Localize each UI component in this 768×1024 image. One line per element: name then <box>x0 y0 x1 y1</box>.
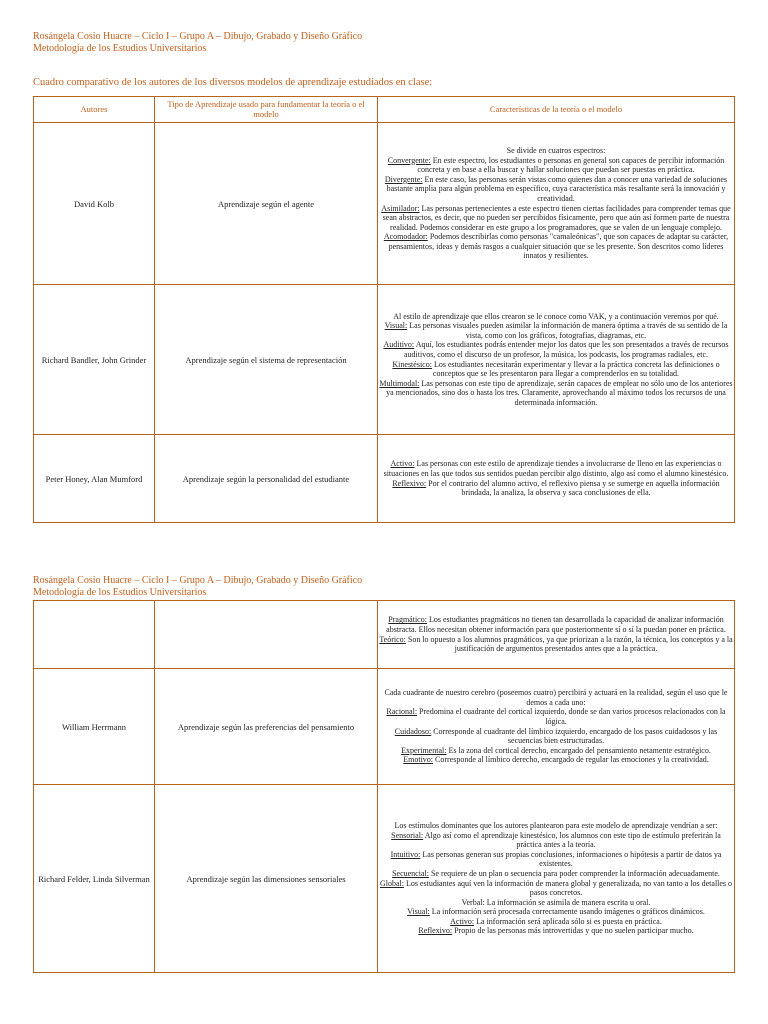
feature-text: Cada cuadrante de nuestro cerebro (poseemos cuatro) percibirá y actuará en la realidad, según el uso que le demos a cada uno: <box>384 688 728 707</box>
feature-item <box>378 232 734 261</box>
feature-text: Aquí, los estudiantes podrás entender mejor los datos que les son presentados a través de recursos auditivos, como el discurso de un profesor, la música, los podcasts, los programas radiales, etc. <box>403 340 729 359</box>
feature-item <box>378 379 734 408</box>
comparison-table-page1 <box>33 96 735 523</box>
feature-term: Auditivo: <box>383 340 415 350</box>
feature-item <box>378 479 734 498</box>
feature-term: Multimodal: <box>379 378 420 388</box>
feature-term: Divergente: <box>384 174 423 184</box>
feature-term: Visual: <box>384 321 408 331</box>
feature-text: Las personas generan sus propias conclusiones, informaciones o hipótesis a partir de datos ya existentes. <box>420 849 722 869</box>
author-cell: William Herrmann <box>34 669 155 785</box>
page1-header <box>33 31 362 55</box>
feature-text: Las personas pertenecientes a este espectro tienen ciertas facilidades para comprender temas que sean abstractos, es decir, que no pueden ser percibidos físicamente, pero que aún así formen parte de nuestra realidad. Podemos considerar en este grupo a los programadores, que se valen de un lenguaje complejo. <box>382 203 731 232</box>
feature-text: En este caso, las personas serán vistas como quienes dan a conocer una variedad de soluciones bastante amplia para algún problema en específico, cuya característica más resaltante será la innovación y creatividad. <box>386 174 728 203</box>
feature-term: Experimental: <box>401 745 447 755</box>
feature-text: Corresponde al límbico derecho, encargado de regular las emociones y la creatividad. <box>433 755 709 765</box>
feature-text: Por el contrario del alumno activo, el reflexivo piensa y se sumerge en aquella información brindada, la analiza, la observa y saca conclusiones de ella. <box>426 478 720 498</box>
header-line1: Rosángela Cosio Huacre – Ciclo I – Grupo A – Dibujo, Grabado y Diseño Gráfico <box>33 31 363 42</box>
feature-item <box>378 746 734 756</box>
header-line2: Metodología de los Estudios Universitarios <box>33 587 207 598</box>
feature-term: Pragmático: <box>388 615 427 625</box>
table-row <box>34 285 735 435</box>
learning-type-cell: Aprendizaje según el agente <box>155 123 378 285</box>
feature-text: Los estudiantes aquí ven la información de manera global y generalizada, no van tanto a los detalles o pasos concretos. <box>403 878 733 898</box>
comparison-table-page2 <box>33 600 735 973</box>
feature-text: Es la zona del cortical derecho, encargado del pensamiento netamente estratégico. <box>446 745 711 755</box>
feature-text: Propio de las personas más introvertidas y que no suelen participar mucho. <box>452 926 694 936</box>
feature-item <box>378 898 734 908</box>
feature-item <box>378 459 734 478</box>
feature-term: Emotivo: <box>403 755 434 765</box>
feature-item <box>378 156 734 175</box>
header-line2: Metodología de los Estudios Universitarios <box>33 43 207 54</box>
learning-type-cell: Aprendizaje según la personalidad del estudiante <box>155 435 378 523</box>
header-features: Características de la teoría o el modelo <box>378 97 735 123</box>
feature-text: Verbal: La información se asimila de manera escrita u oral. <box>461 897 651 907</box>
feature-item <box>378 340 734 359</box>
feature-item <box>378 879 734 898</box>
features-cell <box>378 123 735 285</box>
header-line1: Rosángela Cosio Huacre – Ciclo I – Grupo A – Dibujo, Grabado y Diseño Gráfico <box>33 575 363 586</box>
feature-term: Secuencial: <box>392 868 429 878</box>
feature-item <box>378 321 734 340</box>
feature-text: Corresponde al cuadrante del límbico izquierdo, encargado de los pasos cuidadosos y las secuencias bien estructuradas. <box>431 726 718 746</box>
learning-type-cell: Aprendizaje según las preferencias del pensamiento <box>155 669 378 785</box>
feature-item <box>378 688 734 707</box>
feature-term: Kinestésico: <box>392 359 432 369</box>
feature-item <box>378 850 734 869</box>
feature-item <box>378 926 734 936</box>
feature-item <box>378 727 734 746</box>
feature-text: Algo así como el aprendizaje kinestésico, los alumnos con este tipo de estímulo preferirán la práctica antes a la teoría. <box>423 830 721 850</box>
feature-item <box>378 615 734 634</box>
feature-item <box>378 917 734 927</box>
features-cell <box>378 435 735 523</box>
features-cell <box>378 285 735 435</box>
author-cell: Richard Felder, Linda Silverman <box>34 785 155 973</box>
feature-item <box>378 635 734 654</box>
table-row <box>34 785 735 973</box>
feature-item <box>378 869 734 879</box>
feature-item <box>378 360 734 379</box>
table-row <box>34 601 735 669</box>
learning-type-cell: Aprendizaje según el sistema de representación <box>155 285 378 435</box>
feature-item <box>378 146 734 156</box>
features-cell <box>378 785 735 973</box>
feature-text: Los estudiantes pragmáticos no tienen tan desarrollada la capacidad de analizar información abstracta. Ellos necesitan obtener información para que posteriormente sí o sí la puedan poner en práctica. <box>386 615 726 634</box>
feature-term: Racional: <box>386 707 418 717</box>
feature-term: Reflexivo: <box>392 478 427 488</box>
feature-term: Teórico: <box>379 634 406 644</box>
feature-item <box>378 755 734 765</box>
feature-text: Las personas con este estilo de aprendizaje tiendes a involucrarse de lleno en las experiencias o situaciones en las que todos sus sentidos puedan percibir algo distinto, algo así como el alumno kinestésico. <box>383 459 729 478</box>
feature-item <box>378 175 734 204</box>
feature-text: Predomina el cuadrante del cortical izquierdo, donde se dan varios procesos relacionados con la lógica. <box>417 707 726 726</box>
learning-type-cell: Aprendizaje según las dimensiones sensoriales <box>155 785 378 973</box>
table-row <box>34 123 735 285</box>
feature-text: Las personas con este tipo de aprendizaje, serán capaces de emplear no sólo uno de los anteriores ya mencionados, sino dos o hasta los tres. Claramente, aprovechando al máximo todos los recursos de una determinada información. <box>386 378 733 407</box>
table-row <box>34 669 735 785</box>
page2-header <box>33 575 362 599</box>
feature-text: En este espectro, los estudiantes o personas en general son capaces de percibir información concreta y en base a ella buscar y hallar soluciones que puedan ser puestas en práctica. <box>417 155 725 175</box>
feature-term: Intuitivo: <box>390 849 421 859</box>
feature-term: Global: <box>379 878 404 888</box>
feature-text: Podemos describirlas como personas "camaleónicas", que son capaces de adaptar su carácter, pensamientos, ideas y demás rasgos a cualquier situación que se les presente. Son descritos como líderes innatos y resilientes. <box>388 232 729 261</box>
feature-text: Las personas visuales pueden asimilar la información de manera óptima a través de su sentido de la vista, como con los gráficos, fotografías, diagramas, etc. <box>407 321 728 340</box>
features-cell <box>378 669 735 785</box>
feature-text: Son lo opuesto a los alumnos pragmáticos, ya que priorizan a la razón, la técnica, los conceptos y a la justificación de argumentos presentados antes que a la práctica. <box>405 634 733 654</box>
feature-term: Reflexivo: <box>418 926 453 936</box>
table-caption: Cuadro comparativo de los autores de los diversos modelos de aprendizaje estudiados en clase: <box>33 77 433 88</box>
feature-term: Acomodador: <box>383 232 428 242</box>
author-cell <box>34 601 155 669</box>
author-cell: Peter Honey, Alan Mumford <box>34 435 155 523</box>
feature-item <box>378 907 734 917</box>
author-cell: David Kolb <box>34 123 155 285</box>
feature-text: Se divide en cuatros espectros: <box>506 145 606 155</box>
feature-text: Los estudiantes necesitarán experimentar y llevar a la práctica concreta las definiciones o conceptos que se les presentaron para llegar a comprenderlos en su totalidad. <box>431 359 720 379</box>
feature-term: Activo: <box>390 459 415 469</box>
feature-item <box>378 204 734 233</box>
feature-item <box>378 707 734 726</box>
feature-term: Sensorial: <box>391 830 424 840</box>
feature-term: Visual: <box>407 907 430 917</box>
feature-term: Convergente: <box>387 155 431 165</box>
feature-text: Al estilo de aprendizaje que ellos crearon se le conoce como VAK, y a continuación veremos por qué. <box>393 311 719 321</box>
feature-term: Activo: <box>450 916 475 926</box>
feature-text: Los estímulos dominantes que los autores plantearon para este modelo de aprendizaje vendrían a ser: <box>394 820 718 830</box>
table-row <box>34 435 735 523</box>
features-cell <box>378 601 735 669</box>
header-type: Tipo de Aprendizaje usado para fundamentar la teoría o el modelo <box>155 97 378 123</box>
learning-type-cell <box>155 601 378 669</box>
feature-term: Cuidadoso: <box>394 726 432 736</box>
feature-text: La información será aplicada sólo si es puesta en práctica. <box>474 916 662 926</box>
feature-item <box>378 312 734 322</box>
feature-item <box>378 831 734 850</box>
feature-term: Asimilador: <box>381 203 420 213</box>
author-cell: Richard Bandler, John Grinder <box>34 285 155 435</box>
feature-item <box>378 821 734 831</box>
feature-text: La información será procesada correctamente usando imágenes o gráficos dinámicos. <box>429 907 705 917</box>
header-authors: Autores <box>34 97 155 123</box>
feature-text: Se requiere de un plan o secuencia para poder comprender la información adecuadamente. <box>428 868 720 878</box>
